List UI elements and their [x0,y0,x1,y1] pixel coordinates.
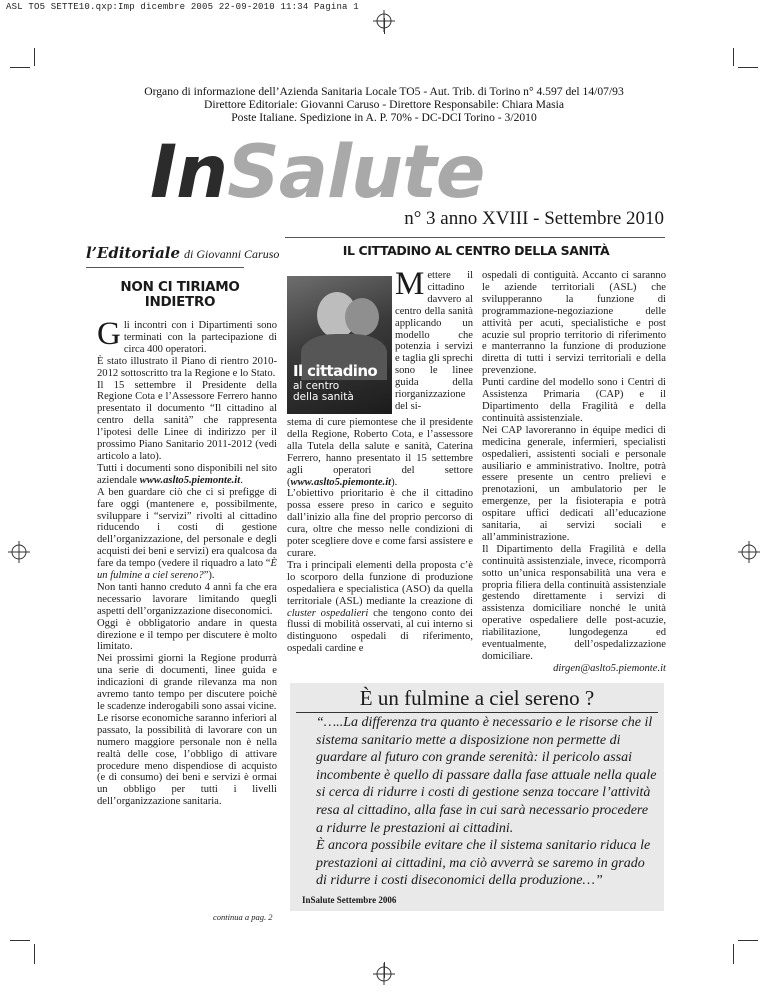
photo-figure [345,298,379,336]
paragraph: È stato illustrato il Piano di rientro 2010-2012 sottoscritto tra la Regione e lo Stato. [97,355,277,379]
paragraph: L’obiettivo prioritario è che il cittadino possa essere preso in carico e seguito dall’inizio alla fine del proprio percorso di cura, oltre che messo nelle condizioni di poter scegliere dove e come farsi assistere e curare. [287,488,473,559]
divider [86,267,244,268]
continued-note: continua a pag. 2 [213,912,273,922]
crop-mark [733,48,734,66]
registration-mark-icon [8,541,30,563]
crop-mark [10,940,30,941]
registration-mark-icon [373,963,395,985]
article-body-col2 [287,417,473,655]
paragraph [97,463,277,487]
paragraph-text: Tra i principali elementi della proposta c’è lo scorporo della funzione di produzione ospedaliera e specialistica (ASO) da quella territoriale (ASL) mediante la creazione di [287,559,473,607]
print-slug: ASL TO5 SETTE10.qxp:Imp dicembre 2005 22-09-2010 11:34 Pagina 1 [6,2,359,12]
paragraph [395,266,473,413]
paragraph [287,560,473,655]
editorial-body [97,316,277,808]
paragraph-text: ). [391,476,398,488]
website-link[interactable]: www.aslto5.piemonte.it [290,476,392,488]
article-body-top [395,266,473,413]
photo-subtitle [293,381,354,403]
insalute-logo [150,130,485,215]
paragraph-text: stema di cure piemontese che il presidente della Regione, Roberto Cota, e l’assessore alla Tutela della salute e sanità, Caterina Ferrero, hanno presentato il 15 settembre agli operatori del settore ( [287,417,473,488]
paragraph: Nei CAP lavoreranno in équipe medici di medicina generale, infermieri, specialisti ospedalieri, assistenti sociali e personale ausiliario e amministrativo. Inoltre, potrà essere presente un centro prelievi e prenotazioni, un ambulatorio per le emergenze, per la fisioterapia e potrà ospitare uffici dedicati all’educazione sanitaria, ai servizi sociali e all’amministrazione. [482,424,666,543]
paragraph-text: ettere il cittadino davvero al centro della sanità applicando un modello che potenzia i servizi e taglia gli sprechi sono le linee guida della riorganizzazione del si- [395,270,473,412]
italic-reference: È un fulmine a ciel sereno? [97,558,277,582]
paragraph: Il 15 settembre il Presidente della Regione Cota e l’Assessore Ferrero hanno presentato il documento “Il cittadino al centro della sanità” che rappresenta l’ipotesi delle Linee di indirizzo per il prossimo Piano Sanitario 2011-2012 (vedi articolo a lato). [97,379,277,462]
masthead-line: Poste Italiane. Spedizione in A. P. 70% - DC-DCI Torino - 3/2010 [231,110,537,124]
paragraph: Nei prossimi giorni la Regione produrrà una serie di documenti, linee guida e indicazioni di grande rilevanza ma non avremo tanto tempo per discutere poichè le scadenze inderogabili sono assai vicine. [97,653,277,712]
logo-part-in: In [150,130,228,215]
article-headline: IL CITTADINO AL CENTRO DELLA SANITÀ [342,243,610,258]
drop-cap: M [395,266,425,302]
crop-mark [733,944,734,964]
paragraph-text: che tengono conto dei flussi di mobilità osservati, al cui interno si distinguono ospedali di riferimento, ospedali cardine e [287,607,473,655]
paragraph-text: Tutti i documenti sono disponibili nel sito aziendale [97,462,277,486]
editorial-label: l’Editoriale [86,244,181,262]
editorial-headline: NON CI TIRIAMO INDIETRO [120,279,240,310]
paragraph-text: li incontri con i Dipartimenti sono terminati con la partecipazione di circa 400 operatori. [123,320,277,355]
paragraph: ospedali di contiguità. Accanto ci saranno le aziende territoriali (ASL) che svilupperanno la funzione di programmazione-negoziazione delle attività per acuti, specialistiche e post acuzie sul proprio territorio di riferimento e manterranno la funzione di produzione diretta di tutti i servizi territoriali e della prevenzione. [482,270,666,377]
contact-email[interactable]: dirgen@aslto5.piemonte.it [553,663,666,674]
quote-paragraph: “…..La differenza tra quanto è necessario e le risorse che il sistema sanitario mette a disposizione non permette di guardare al futuro con grande serenità: il pericolo assai incombente è quello di passare dalla fase attuale nella quale si cerca di ridurre i costi di gestione senza toccare l’attività resa al cittadino, alla fase in cui sarà necessario procedere a ridurre le prestazioni ai cittadini. [316,715,657,836]
paragraph-text: A ben guardare ciò che ci si prefigge di fare oggi (mantenere e, possibilmente, sviluppare i “servizi” rivolti al cittadino riducendo i costi di gestione dell’organizzazione, del personale e degli acquisti dei beni e servizi) era qualcosa da fare da tempo (vedere il riquadro a lato “ [97,486,277,570]
paragraph-text: ”). [203,570,215,582]
paragraph [287,417,473,488]
logo-part-salute: Salute [227,130,485,215]
article-photo [287,276,392,414]
divider [285,237,665,238]
photo-title: Il cittadino [293,362,378,380]
quote-paragraph: È ancora possibile evitare che il sistema sanitario riduca le prestazioni ai cittadini, ma ciò avverrà se saremo in grado di ridurre i costi diseconomici della produzione…” [316,838,651,889]
divider [296,712,658,713]
registration-mark-icon [738,541,760,563]
masthead-line: Organo di informazione dell’Azienda Sanitaria Locale TO5 - Aut. Trib. di Torino n° 4.597 del 14/07/93 [144,85,624,98]
paragraph: Punti cardine del modello sono i Centri di Assistenza Primaria (CAP) e il Dipartimento della Fragilità e della continuità assistenziale. [482,377,666,424]
crop-mark [34,48,35,66]
crop-mark [738,940,758,941]
paragraph [97,487,277,582]
paragraph: Le risorse economiche saranno inferiori al passato, la possibilità di lavorare con un numero maggiore personale non è nella realtà delle cose, l’obbligo di attivare procedure meno dispendiose di acquisto (e di consumo) dei beni e servizi è ormai un obbligo per tutti i livelli dell’organizzazione sanitaria. [97,712,277,808]
drop-cap: G [97,316,121,352]
quote-box-title: È un fulmine a ciel sereno ? [359,686,595,710]
masthead [0,86,768,124]
crop-mark [738,67,758,68]
editorial-brand [86,244,279,263]
registration-mark-icon [373,10,395,32]
paragraph-text: . [240,474,243,486]
quote-source: InSalute Settembre 2006 [302,895,397,905]
crop-mark [10,67,30,68]
italic-term: cluster ospedalieri [287,607,369,619]
photo-subtitle-line: della sanità [293,391,354,403]
website-link[interactable]: www.aslto5.piemonte.it [139,474,241,486]
paragraph: Non tanti hanno creduto 4 anni fa che era necessario lavorare limitando quegli aspetti dell’organizzazione diseconomici. [97,581,277,617]
editorial-author: di Giovanni Caruso [184,247,280,261]
paragraph: Oggi è obbligatorio andare in questa direzione e il tempo per discutere è molto limitato. [97,617,277,653]
crop-mark [34,944,35,964]
photo-subtitle-line: al centro [293,380,340,392]
masthead-line: Direttore Editoriale: Giovanni Caruso - Direttore Responsabile: Chiara Masia [204,97,564,111]
paragraph: Il Dipartimento della Fragilità e della continuità assistenziale, invece, ricomporrà sotto un’unica responsabilità una vera e propria filiera della continuità assistenziale gestendo direttamente i servizi di assistenza domiciliare nonché le unità operative ospedaliere delle post-acuzie, riabilitazione, lungodegenza ed eventualmente, dell’ospedalizzazione domiciliare. [482,543,666,662]
paragraph [97,316,277,356]
article-body-col3 [482,270,666,663]
issue-line: n° 3 anno XVIII - Settembre 2010 [404,208,664,229]
quote-text [316,714,658,890]
